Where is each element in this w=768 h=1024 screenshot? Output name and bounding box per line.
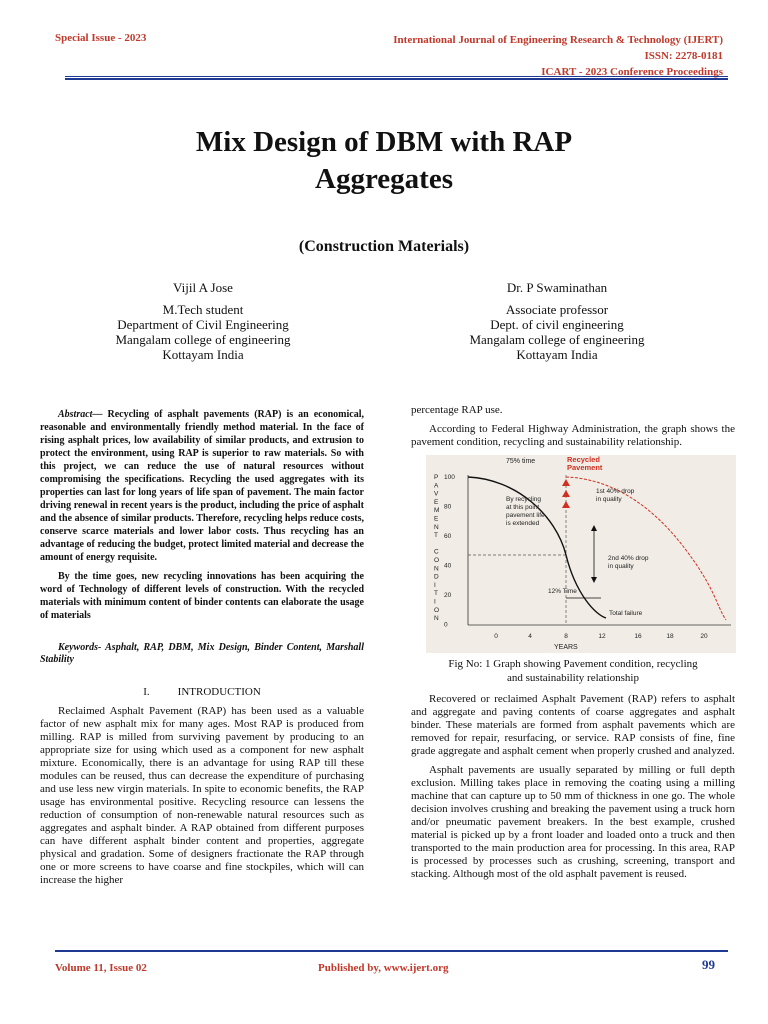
y-axis-label-letter: D	[434, 573, 439, 581]
journal-name: International Journal of Engineering Research & Technology (IJERT)	[393, 34, 723, 46]
conference-name: ICART - 2023 Conference Proceedings	[541, 66, 723, 78]
journal-special-issue: Special Issue - 2023	[55, 32, 147, 44]
header-rule	[65, 76, 728, 80]
author-department: Dept. of civil engineering	[490, 317, 624, 332]
y-tick-label: 20	[444, 592, 452, 599]
note-recycling-4: is extended	[506, 520, 540, 527]
x-tick-label: 0	[494, 633, 498, 640]
paper-title-line1: Mix Design of DBM with RAP	[195, 126, 573, 158]
y-axis-label-letter: C	[434, 548, 439, 556]
y-axis-label-letter: N	[434, 615, 439, 623]
y-tick-label: 40	[444, 562, 452, 570]
milling-paragraph: Asphalt pavements are usually separated by milling or full depth exclusion. Milling takes place in removing the coating using a milling machine that can capture up to 50 mm of thickness in one go. The whole decision involves crushing and breaking the pavement using a truck horn and/or pneumatic pavement breakers. In the best example, crushed material is picked up by a front loader and loaded onto a truck and then transported to the main production area for processing. In this area, RAP is processed by processes such as crushing, screening, transport and stacking. Although most of the old asphalt pavement is reused.	[411, 764, 735, 880]
x-tick-label: 18	[666, 633, 674, 640]
figure-caption-line2: and sustainability relationship	[507, 672, 639, 684]
y-tick-label: 60	[444, 533, 452, 540]
author-role: M.Tech student	[162, 302, 244, 317]
keywords: Keywords- Asphalt, RAP, DBM, Mix Design, Binder Content, Marshall Stability	[40, 642, 364, 665]
x-tick-label: 8	[564, 633, 568, 640]
y-axis-label-letter: E	[434, 498, 439, 506]
y-tick-label: 100	[444, 474, 455, 481]
paper-title	[0, 124, 768, 198]
y-tick-label: 0	[444, 621, 448, 629]
author-block-2	[407, 280, 707, 362]
abstract	[40, 408, 364, 622]
author-role: Associate professor	[505, 302, 609, 317]
section-heading-introduction	[40, 686, 364, 699]
x-axis-label: YEARS	[554, 644, 578, 651]
figure-caption	[411, 657, 735, 685]
x-tick-label: 20	[700, 633, 708, 640]
author-college: Mangalam college of engineering	[115, 332, 291, 347]
figure-pavement-condition-graph	[426, 455, 736, 653]
paper-subtitle: (Construction Materials)	[298, 238, 470, 255]
introduction-paragraph-1: Reclaimed Asphalt Pavement (RAP) has been used as a valuable factor of new asphalt mix for many ages. Most RAP is produced from milling. RAP is milled from surviving pavement by producing to an appropriate size for using which used as a component for new asphalt mixture. Economically, there is an advantage for using RAP till these modules can be reused, thus can decrease the expenditure of purchasing and use less new virgin materials. In spite to economic benefits, the RAP usage has environmental positive. Recycling resource can lessens the reduction of consumption of non-renewable natural resources such as aggregates and asphalt binder. A RAP obtained from different purposes can have different asphalt binder content and properties, aggregate physical and gradation. Some of designers fractionate the RAP through one or more screens to have coarse and fine stockpiles, which will can increase the higher	[40, 705, 364, 886]
left-column	[40, 408, 364, 893]
y-axis-label-letter: A	[434, 482, 439, 490]
x-tick-label: 4	[528, 633, 532, 640]
x-tick-label: 16	[634, 633, 642, 640]
abstract-label: Abstract—	[58, 409, 103, 420]
author-college: Mangalam college of engineering	[469, 332, 645, 347]
author-location: Kottayam India	[516, 347, 598, 362]
page-number: 99	[702, 957, 715, 972]
y-axis-label-letter: M	[434, 507, 440, 515]
x-tick-label: 12	[598, 633, 606, 640]
author-name: Dr. P Swaminathan	[506, 280, 608, 295]
section-number: I.	[143, 686, 150, 698]
fhwa-paragraph: According to Federal Highway Administration, the graph shows the pavement condition, recycling and sustainability relationship.	[411, 423, 735, 448]
footer-publisher: Published by, www.ijert.org	[318, 962, 449, 974]
note-time: 12% Time	[548, 588, 577, 595]
y-axis-label-letter: T	[434, 532, 438, 540]
rap-definition-paragraph: Recovered or reclaimed Asphalt Pavement (RAP) refers to asphalt and aggregate and paving contents of coarse aggregates and asphalt binder. These materials are formed from asphalt pavements which are removed for repair, resurfacing, or service. RAP consists of fine, fine grade aggregate and asphalt cement when properly crushed and analyzed.	[411, 693, 735, 757]
top-time-label: 75% time	[506, 458, 536, 465]
y-axis-label-letter: E	[434, 515, 439, 523]
y-axis-label-letter: N	[434, 523, 439, 531]
author-name: Vijil A Jose	[173, 280, 233, 295]
continued-paragraph: percentage RAP use.	[411, 404, 503, 416]
note-first-drop-2: in quality	[596, 496, 622, 503]
note-second-drop-1: 2nd 40% drop	[608, 555, 649, 562]
y-axis-label-letter: I	[434, 598, 436, 606]
note-total-failure: Total failure	[609, 610, 643, 617]
abstract-paragraph-2: By the time goes, new recycling innovations has been acquiring the word of Technology of different levels of construction. With the recycled materials with minimum content of binder contents can elaborate the usage of materials	[40, 571, 364, 621]
journal-header-info	[393, 32, 723, 80]
recycled-label-1: Recycled	[567, 455, 600, 464]
y-axis-label-letter: O	[434, 606, 440, 614]
y-tick-label: 80	[444, 503, 452, 511]
author-department: Department of Civil Engineering	[117, 317, 289, 332]
footer-volume: Volume 11, Issue 02	[55, 962, 147, 974]
note-first-drop-1: 1st 40% drop	[596, 488, 635, 495]
abstract-paragraph-1: Recycling of asphalt pavements (RAP) is an economical, reasonable and environmentally friendly method material. In the face of rising asphalt prices, low availability of similar products, and extrusion to protect the environment, using RAP is superior to raw materials. So with this project, we can reduce the use of natural resources without compromising the specifications. Recycling the used aggregates with its properties can last for long years of life span of pavement. The main factor driving renewal in recent years is the product, including the price of asphalt and the absence of similar products. Therefore, recycling helps reduce costs, conserve scarce materials and lower labor costs. Thus recycling has an advantage of reducing the budget, protect limited material and decrease the amount of energy requisite.	[40, 409, 364, 563]
y-axis-label-letter: O	[434, 557, 440, 564]
figure-caption-line1: Fig No: 1 Graph showing Pavement condition, recycling	[448, 658, 698, 670]
y-axis-label-letter: N	[434, 565, 439, 573]
footer-rule	[55, 950, 728, 952]
note-second-drop-2: in quality	[608, 563, 634, 570]
y-axis-label-letter: P	[434, 474, 439, 481]
y-axis-label-letter: I	[434, 581, 436, 589]
note-recycling-2: at this point	[506, 504, 540, 511]
y-axis-label-letter: V	[434, 490, 439, 498]
paper-title-line2: Aggregates	[315, 163, 453, 195]
section-title: INTRODUCTION	[177, 686, 261, 698]
y-axis-label-letter: T	[434, 590, 438, 598]
pavement-graph-svg	[426, 455, 736, 653]
recycled-label-2: Pavement	[567, 463, 603, 472]
note-recycling-1: By recycling	[506, 496, 542, 503]
journal-issn: ISSN: 2278-0181	[644, 50, 723, 62]
right-column	[411, 404, 735, 887]
author-location: Kottayam India	[162, 347, 244, 362]
note-recycling-3: pavement life	[506, 512, 545, 519]
author-block-1	[53, 280, 353, 362]
